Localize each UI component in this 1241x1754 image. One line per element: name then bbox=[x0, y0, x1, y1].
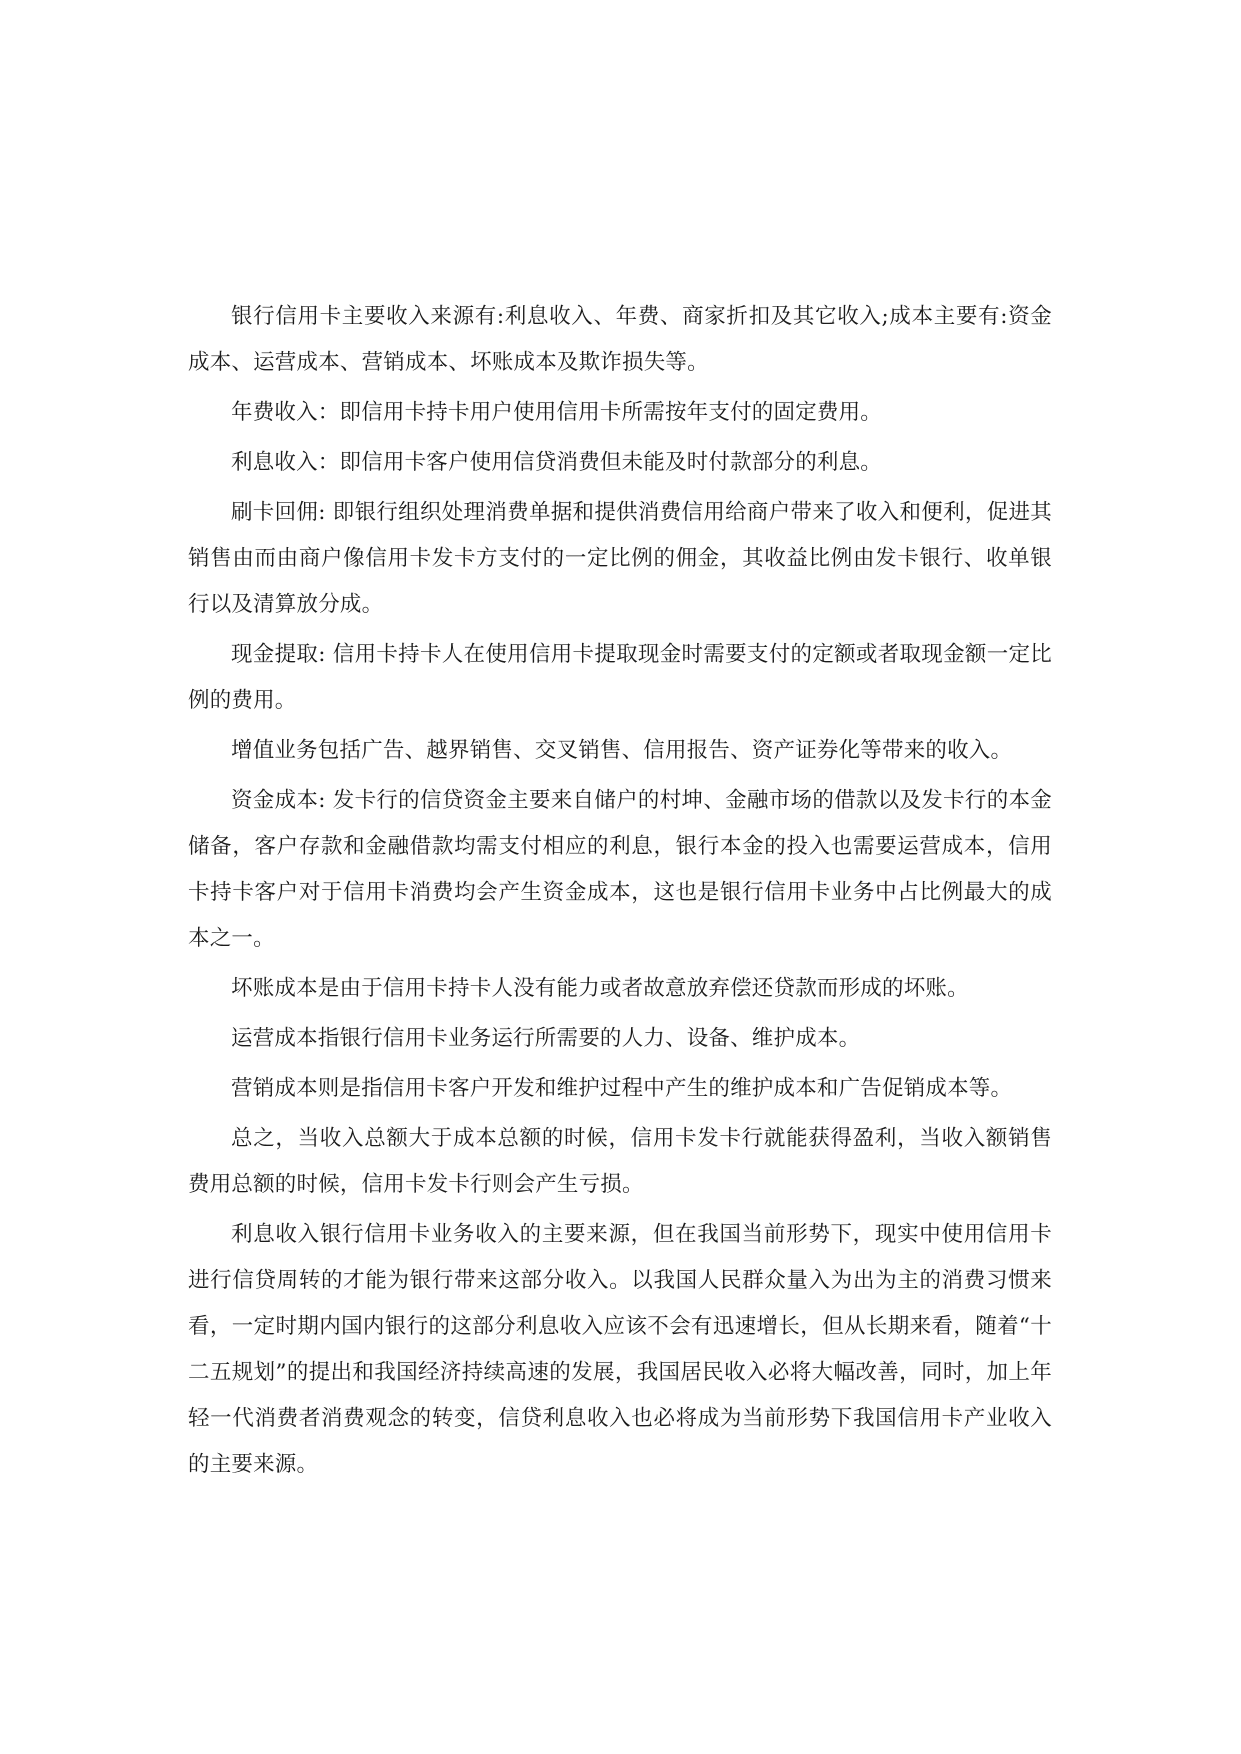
paragraph-cash-withdrawal: 现金提取: 信用卡持卡人在使用信用卡提取现金时需要支付的定额或者取现金额一定比例的费用。 bbox=[188, 642, 1052, 713]
paragraph-annual-fee: 年费收入：即信用卡持卡用户使用信用卡所需按年支付的固定费用。 bbox=[231, 400, 883, 425]
paragraph-profit-summary: 总之，当收入总额大于成本总额的时候，信用卡发卡行就能获得盈利，当收入额销售费用总额的时候，信用卡发卡行则会产生亏损。 bbox=[188, 1126, 1052, 1197]
paragraph-interest-outlook: 利息收入银行信用卡业务收入的主要来源，但在我国当前形势下，现实中使用信用卡进行信贷周转的才能为银行带来这部分收入。以我国人民群众量入为出为主的消费习惯来看，一定时期内国内银行的这部分利息收入应该不会有迅速增长，但从长期来看，随着“十二五规划”的提出和我国经济持续高速的发展，我国居民收入必将大幅改善，同时，加上年轻一代消费者消费观念的转变，信贷利息收入也必将成为当前形势下我国信用卡产业收入的主要来源。 bbox=[188, 1222, 1052, 1477]
paragraph-marketing-cost: 营销成本则是指信用卡客户开发和维护过程中产生的维护成本和广告促销成本等。 bbox=[231, 1076, 1013, 1101]
paragraph-interest-income: 利息收入：即信用卡客户使用信贷消费但未能及时付款部分的利息。 bbox=[231, 450, 883, 475]
body-text bbox=[188, 294, 1052, 1492]
paragraph-merchant-commission: 刷卡回佣: 即银行组织处理消费单据和提供消费信用给商户带来了收入和便利，促进其销售由而由商户像信用卡发卡方支付的一定比例的佣金，其收益比例由发卡银行、收单银行以及清算放分成。 bbox=[188, 500, 1052, 617]
paragraph-operating-cost: 运营成本指银行信用卡业务运行所需要的人力、设备、维护成本。 bbox=[231, 1026, 861, 1051]
paragraph-value-added-services: 增值业务包括广告、越界销售、交叉销售、信用报告、资产证券化等带来的收入。 bbox=[231, 738, 1013, 763]
paragraph-funding-cost: 资金成本: 发卡行的信贷资金主要来自储户的村坤、金融市场的借款以及发卡行的本金储备，客户存款和金融借款均需支付相应的利息，银行本金的投入也需要运营成本，信用卡持卡客户对于信用卡消费均会产生资金成本，这也是银行信用卡业务中占比例最大的成本之一。 bbox=[188, 788, 1052, 951]
paragraph-bad-debt-cost: 坏账成本是由于信用卡持卡人没有能力或者故意放弃偿还贷款而形成的坏账。 bbox=[231, 976, 969, 1001]
paragraph-revenue-cost-overview: 银行信用卡主要收入来源有:利息收入、年费、商家折扣及其它收入;成本主要有:资金成本、运营成本、营销成本、坏账成本及欺诈损失等。 bbox=[188, 304, 1052, 375]
